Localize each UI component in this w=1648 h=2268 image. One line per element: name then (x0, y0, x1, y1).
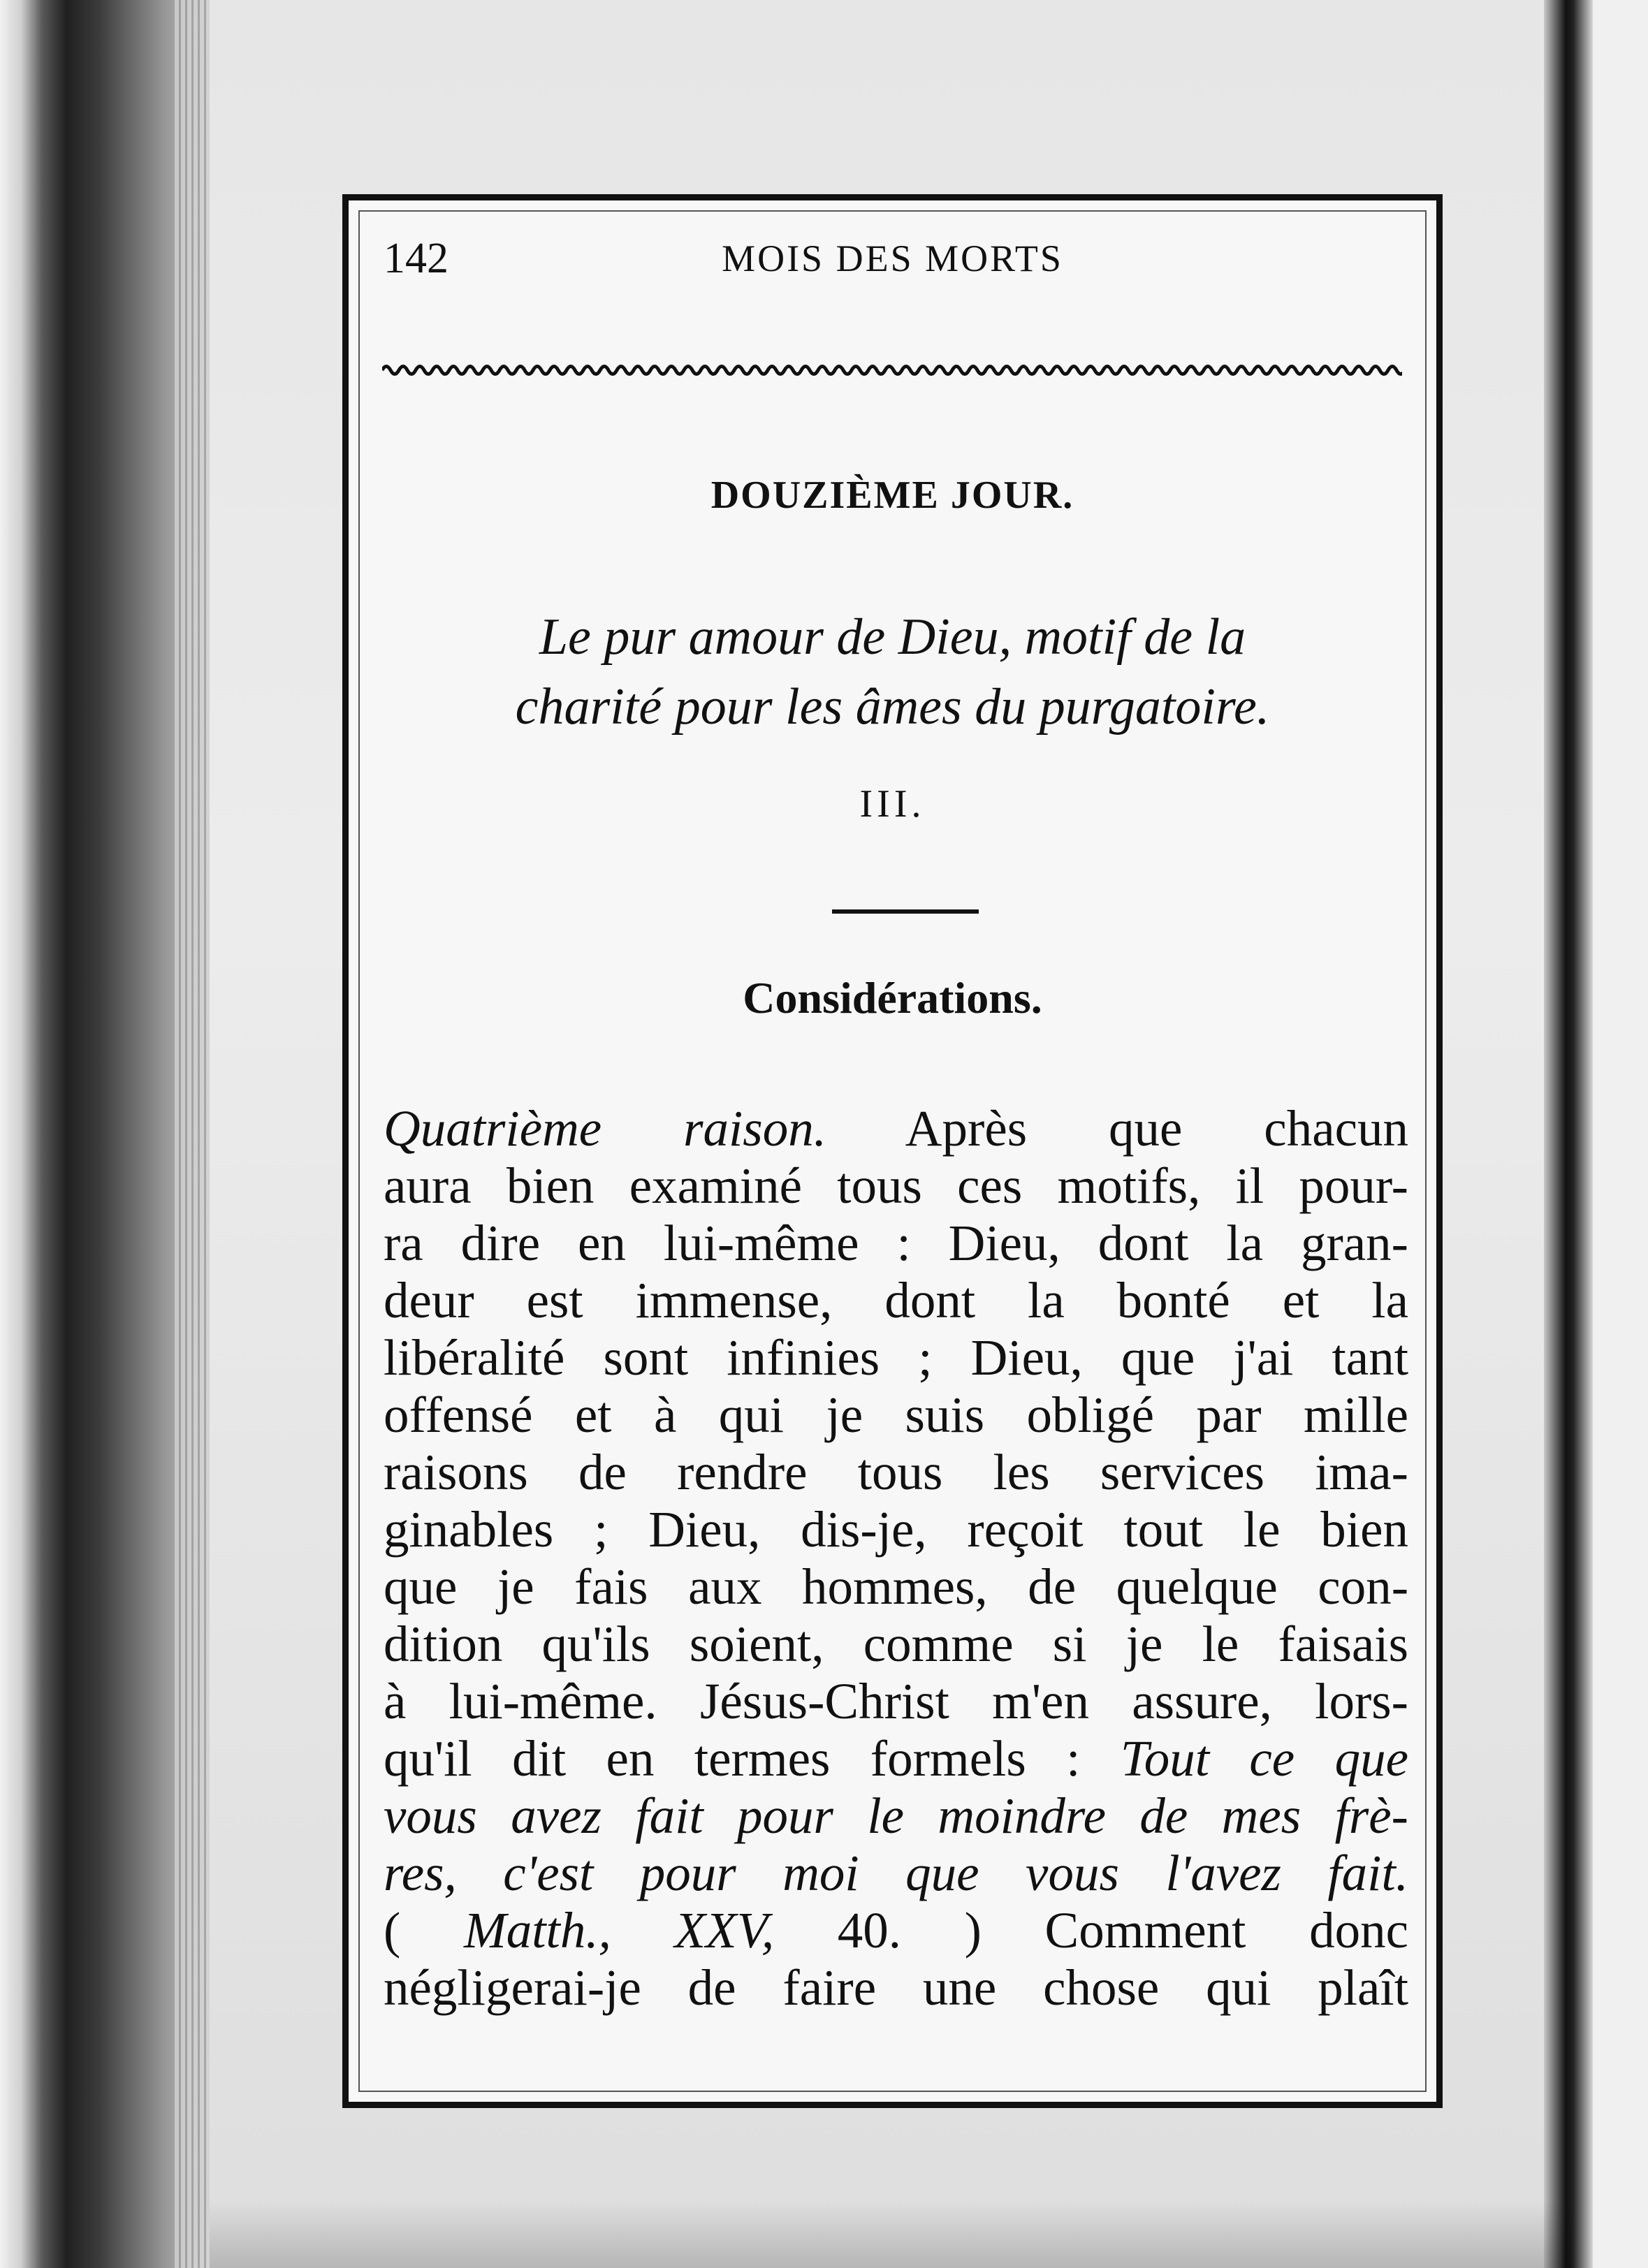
text-line: négligerai-je de faire une chose qui plaît (384, 1959, 1408, 2016)
page-number: 142 (384, 235, 449, 282)
text-run: qu'il dit en termes formels : (384, 1730, 1121, 1787)
subtitle-line-1: Le pur amour de Dieu, motif de la (539, 608, 1246, 666)
text-line: libéralité sont infinies ; Dieu, que j'ai tant (384, 1329, 1408, 1386)
wavy-ornament-rule (382, 360, 1402, 381)
short-rule (832, 909, 979, 914)
text-line: à lui-même. Jésus-Christ m'en assure, lors- (384, 1673, 1408, 1729)
text-line (384, 1100, 1408, 1157)
part-number: III. (859, 782, 926, 826)
text-line: deur est immense, dont la bonté et la (384, 1272, 1408, 1329)
text-line: res, c'est pour moi que vous l'avez fait. (384, 1845, 1408, 1901)
text-run: Après que chacun (826, 1100, 1409, 1157)
body-text (384, 1100, 1408, 2017)
text-line (384, 1902, 1408, 1959)
chapter-subtitle (391, 602, 1394, 742)
text-line: raisons de rendre tous les services ima- (384, 1444, 1408, 1500)
text-line: ginables ; Dieu, dis-je, reçoit tout le bien (384, 1501, 1408, 1558)
text-run: Tout ce que (1120, 1730, 1408, 1787)
day-title: DOUZIÈME JOUR. (710, 474, 1074, 517)
text-line (384, 1730, 1408, 1787)
text-line: aura bien examiné tous ces motifs, il pour- (384, 1157, 1408, 1214)
book-gutter (1544, 0, 1593, 2268)
text-line: vous avez fait pour le moindre de mes frè- (384, 1787, 1408, 1844)
section-heading: Considérations. (743, 973, 1042, 1023)
text-line: ra dire en lui-même : Dieu, dont la gran- (384, 1215, 1408, 1271)
text-line: offensé et à qui je suis obligé par mille (384, 1387, 1408, 1443)
text-frame (342, 194, 1443, 2108)
text-line: dition qu'ils soient, comme si je le faisais (384, 1616, 1408, 1672)
page-shadow (210, 2200, 1572, 2268)
text-run: 40. ) Comment donc (774, 1902, 1408, 1959)
text-run: ( (384, 1902, 464, 1959)
text-line: que je fais aux hommes, de quelque con- (384, 1558, 1408, 1615)
facing-page (1593, 0, 1648, 2268)
running-title: MOIS DES MORTS (722, 237, 1063, 279)
subtitle-line-2: charité pour les âmes du purgatoire. (515, 678, 1270, 736)
text-run: Matth., XXV, (463, 1902, 775, 1959)
text-run: Quatrième raison. (384, 1100, 826, 1157)
